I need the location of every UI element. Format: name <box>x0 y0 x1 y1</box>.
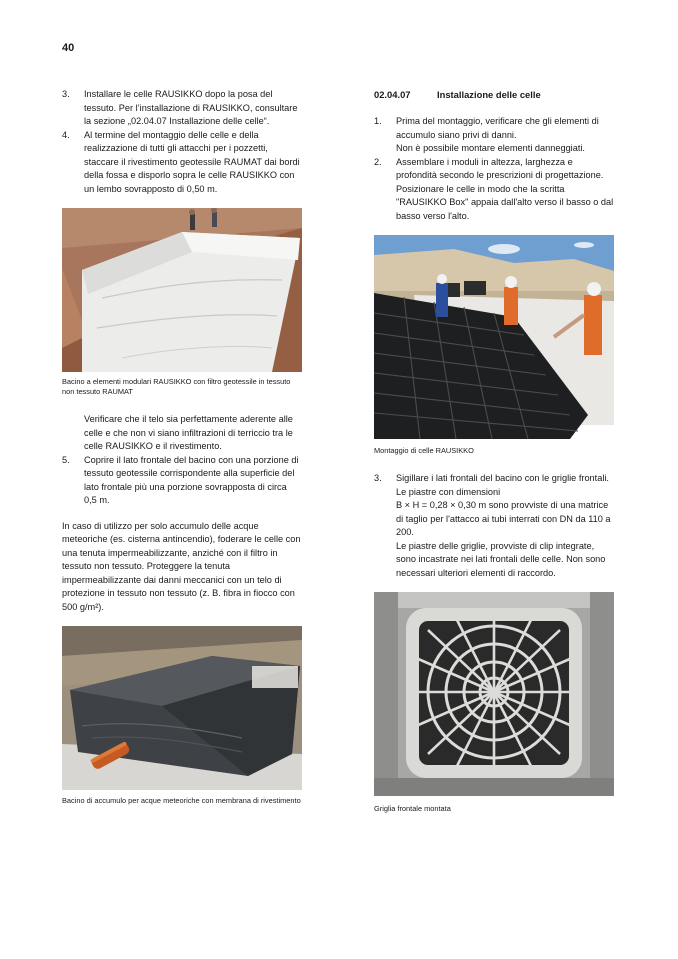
figure-caption: Griglia frontale montata <box>374 804 451 813</box>
list-item <box>62 129 302 197</box>
list-text: Assemblare i moduli in altezza, larghezza e profondità secondo le prescrizioni di progettazione. Posizionare le celle in modo che la scritta "RAUSIKKO Box" appaia dall'alto verso il basso o dal basso verso l'alto. <box>396 156 614 221</box>
page-number: 40 <box>62 42 75 54</box>
list-item <box>62 88 302 129</box>
list-text: Prima del montaggio, verificare che gli elementi di accumulo siano privi di danni. <box>396 116 599 140</box>
list-number: 1. <box>374 116 382 126</box>
list-item <box>374 472 614 580</box>
list-number: 5. <box>62 454 70 465</box>
figure-caption: Montaggio di celle RAUSIKKO <box>374 446 474 455</box>
section-title: Installazione delle celle <box>437 89 541 100</box>
section-code: 02.04.07 <box>374 89 411 100</box>
photo-front-grille <box>374 592 614 796</box>
figure-caption: Bacino a elementi modulari RAUSIKKO con filtro geotessile in tessuto non tessuto RAUMAT <box>62 377 291 396</box>
list-text-dimensions: B × H = 0,28 × 0,30 m sono provviste di una matrice di taglio per l'attacco ai tubi interrati con DN da 110 a 200. <box>396 500 611 537</box>
list-text-extra: Non è possibile montare elementi danneggiati. <box>396 143 585 153</box>
photo-membrane-basin <box>62 626 302 790</box>
list-number: 3. <box>374 473 382 483</box>
section-heading <box>374 88 614 101</box>
list-text-clips: Le piastre delle griglie, provviste di clip integrate, sono incastrate nei lati frontali delle celle. Non sono necessari ulteriori elementi di raccordo. <box>396 540 606 578</box>
photo-geotextile-basin <box>62 208 302 372</box>
list-number: 3. <box>62 89 70 99</box>
list-text: Coprire il lato frontale del bacino con una porzione di tessuto geotessile corrispondente alla superficie del lato frontale più una porzione sovrapposta di circa 0,5 m. <box>84 454 299 505</box>
list-item <box>374 156 614 224</box>
left-column <box>62 88 302 806</box>
list-item <box>62 454 302 508</box>
list-number: 4. <box>62 129 70 140</box>
list-text: Installare le celle RAUSIKKO dopo la posa del tessuto. Per l’installazione di RAUSIKKO, consultare la sezione „02.04.07 Installazione delle celle“. <box>84 89 298 126</box>
list-item <box>374 115 614 156</box>
list-text: Sigillare i lati frontali del bacino con le griglie frontali. Le piastre con dimensioni <box>396 473 609 497</box>
photo-cell-assembly <box>374 235 614 439</box>
list-number: 2. <box>374 156 382 167</box>
figure-caption: Bacino di accumulo per acque meteoriche con membrana di rivestimento <box>62 796 301 805</box>
continuation-text: Verificare che il telo sia perfettamente aderente alle celle e che non vi siano infiltrazioni di terriccio tra le celle RAUSIKKO e il rivestimento. <box>84 414 293 451</box>
list-text: Al termine del montaggio delle celle e della realizzazione di tutti gli attacchi per i pozzetti, staccare il rivestimento geotessile RAUMAT dai bordi della fossa e disporlo sopra le celle RAUSIKKO con un lembo sovrapposto di 0,50 m. <box>84 129 300 194</box>
right-column <box>374 88 614 814</box>
paragraph-text: In caso di utilizzo per solo accumulo delle acque meteoriche (es. cisterna antincendio), foderare le celle con una tenuta impermeabilizzante, anziché con il filtro in tessuto non tessuto. Proteggere la tenuta impermeabilizzante dai danni meccanici con un telo di protezione in tessuto non tessuto (z. B. fibra in fiocco con 500 g/m²). <box>62 520 301 612</box>
